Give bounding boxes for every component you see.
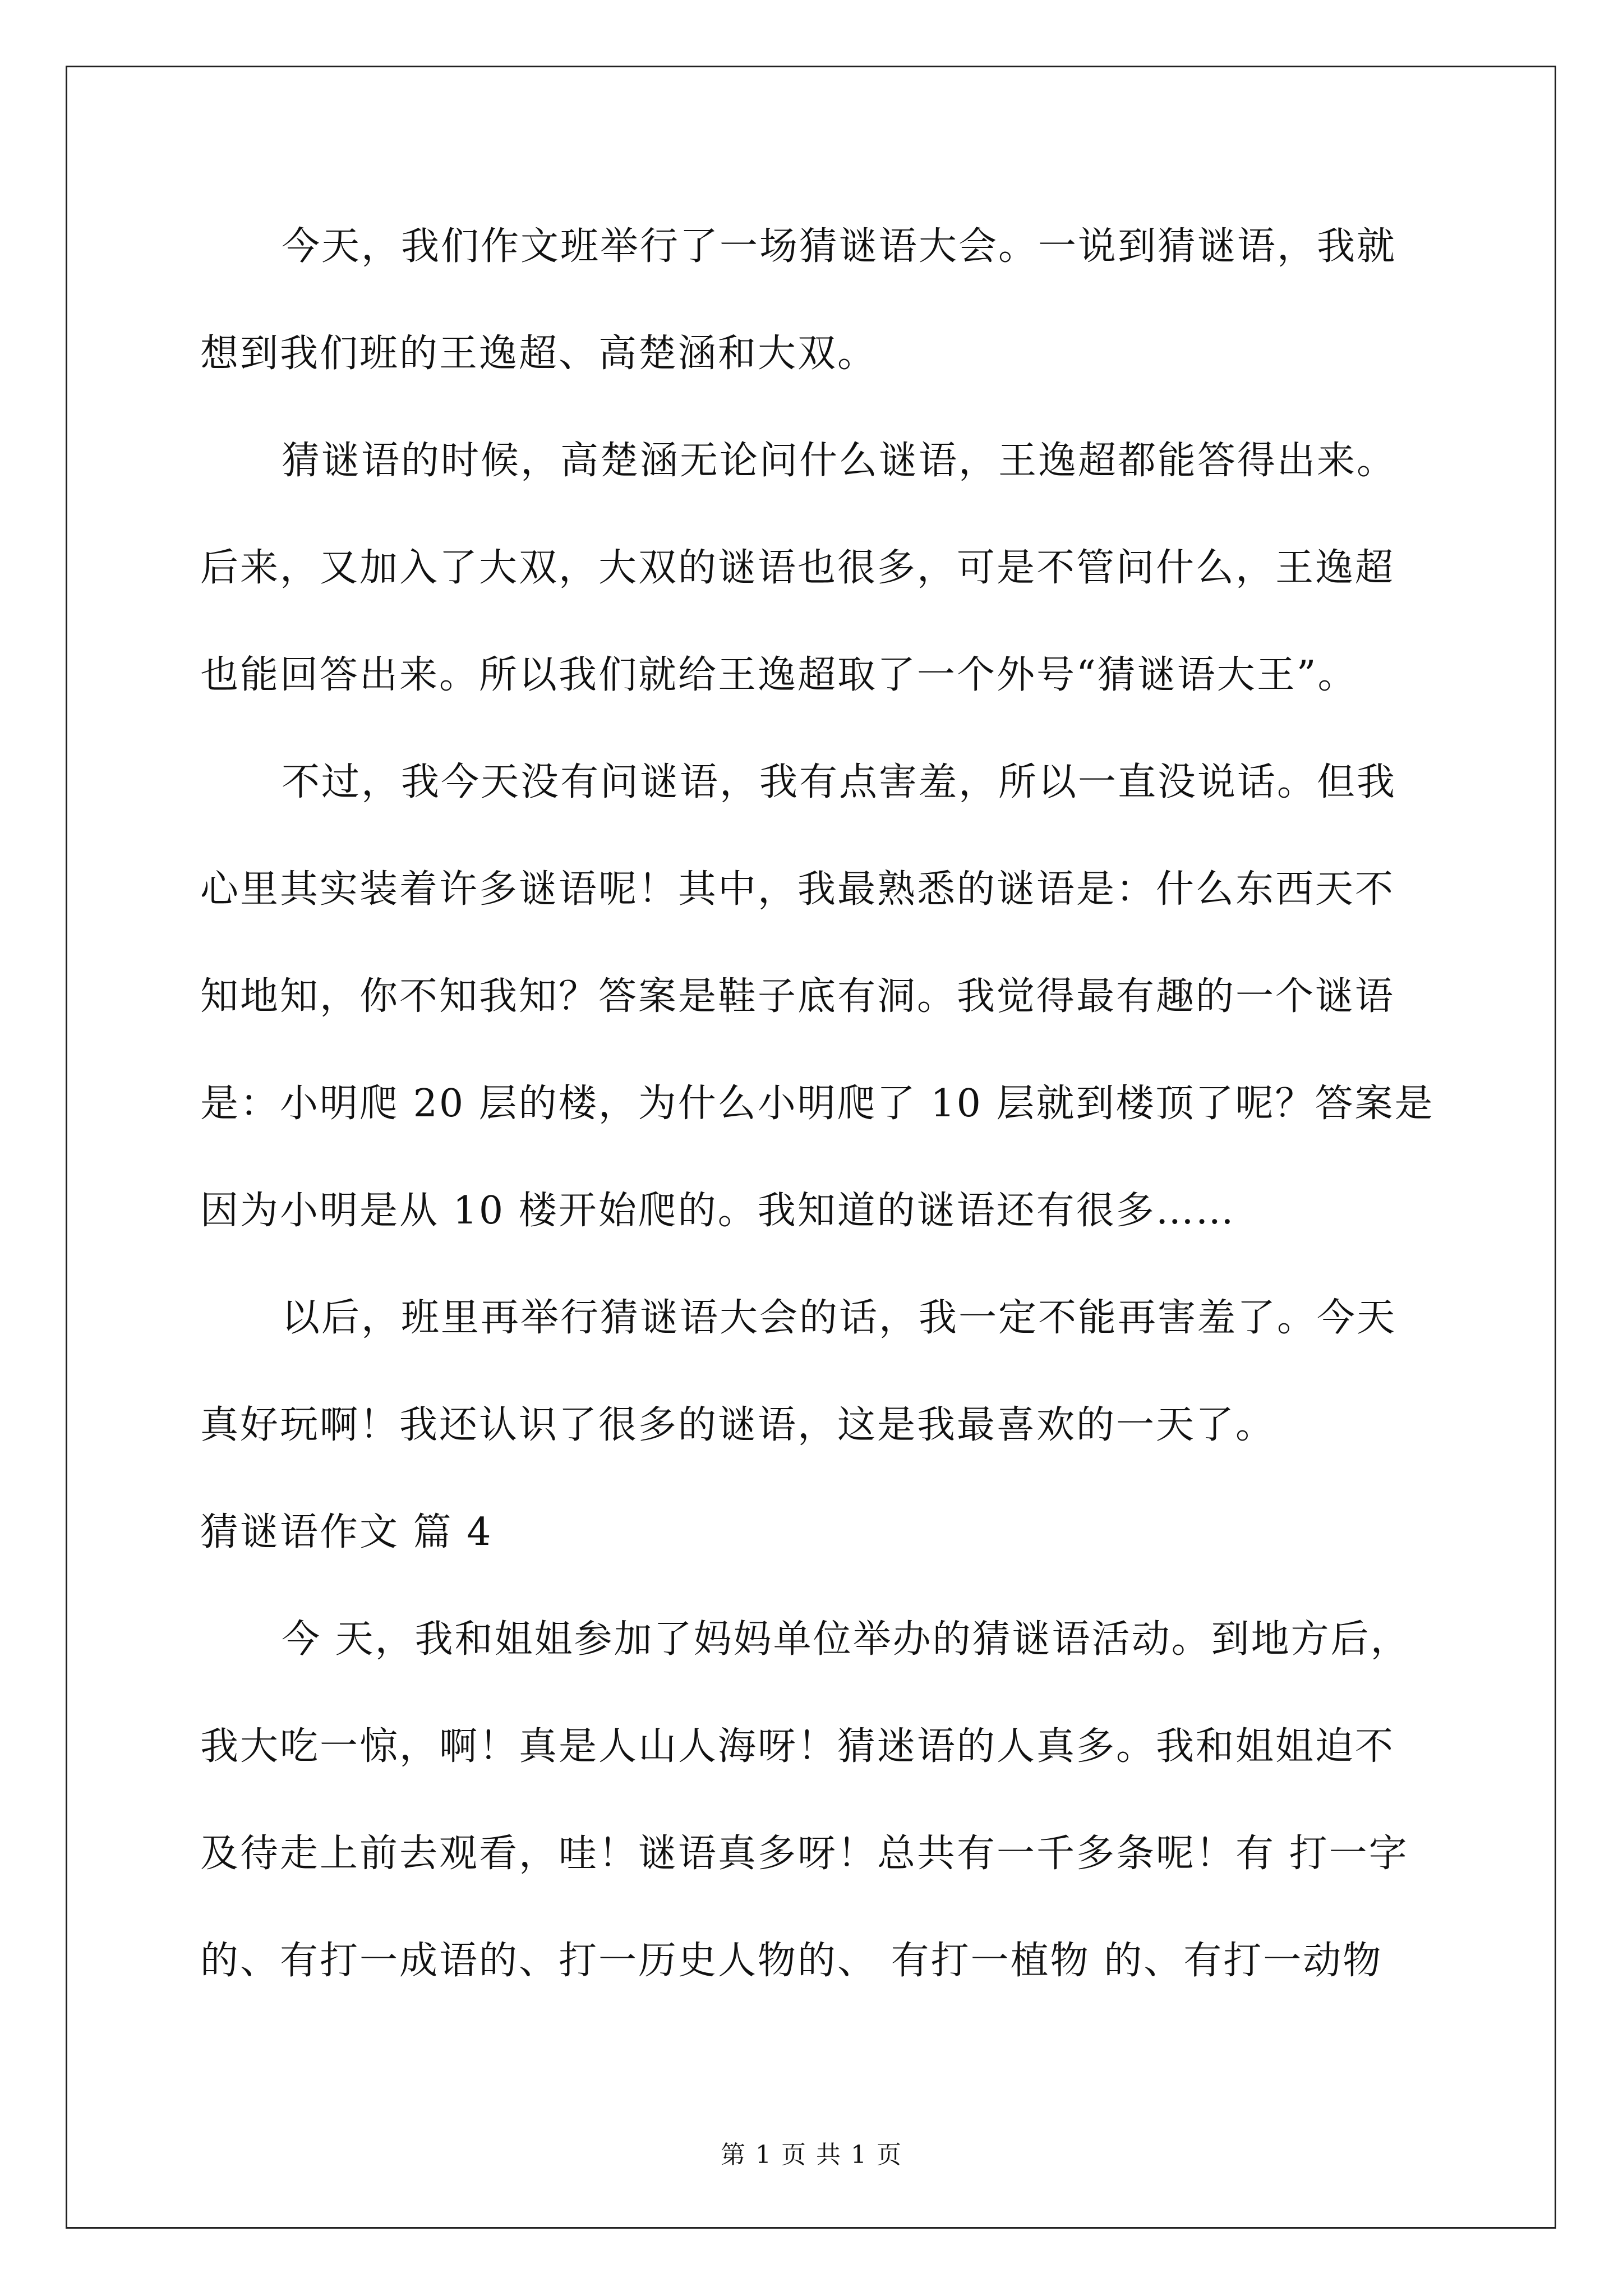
text-line: 真好玩啊！我还认识了很多的谜语，这是我最喜欢的一天了。 — [200, 1403, 1276, 1447]
text-line: 知地知，你不知我知？答案是鞋子底有洞。我觉得最有趣的一个谜语 — [200, 974, 1395, 1019]
text-line: 今天，我们作文班举行了一场猜谜语大会。一说到猜谜语，我就 — [282, 224, 1397, 269]
text-line: 想到我们班的王逸超、高楚涵和大双。 — [200, 332, 878, 376]
text-line: 我大吃一惊，啊！真是人山人海呀！猜迷语的人真多。我和姐姐迫不 — [200, 1724, 1395, 1769]
text-line: 后来，又加入了大双，大双的谜语也很多，可是不管问什么，王逸超 — [200, 546, 1395, 590]
text-line: 是：小明爬 20 层的楼，为什么小明爬了 10 层就到楼顶了呢？答案是 — [200, 1082, 1435, 1126]
text-line: 猜谜语的时候，高楚涵无论问什么谜语，王逸超都能答得出来。 — [282, 439, 1397, 483]
text-line: 及待走上前去观看，哇！谜语真多呀！总共有一千多条呢！有 打一字 — [200, 1832, 1409, 1876]
text-line: 以后，班里再举行猜谜语大会的话，我一定不能再害羞了。今天 — [282, 1296, 1397, 1340]
text-line: 也能回答出来。所以我们就给王逸超取了一个外号“猜谜语大王”。 — [200, 653, 1358, 697]
text-line: 心里其实装着许多谜语呢！其中，我最熟悉的谜语是：什么东西天不 — [200, 867, 1395, 912]
text-line: 的、有打一成语的、打一历史人物的、 有打一植物 的、有打一动物 — [200, 1939, 1383, 1983]
text-line: 今 天，我和姐姐参加了妈妈单位举办的猜谜语活动。到地方后， — [282, 1617, 1410, 1662]
document-body — [200, 208, 1434, 2029]
section-heading: 猜谜语作文 篇 4 — [200, 1510, 493, 1554]
page-number: 第 1 页 共 1 页 — [721, 2141, 902, 2169]
text-line: 不过，我今天没有问谜语，我有点害羞，所以一直没说话。但我 — [282, 760, 1397, 804]
text-line: 因为小明是从 10 楼开始爬的。我知道的谜语还有很多…… — [200, 1189, 1235, 1233]
